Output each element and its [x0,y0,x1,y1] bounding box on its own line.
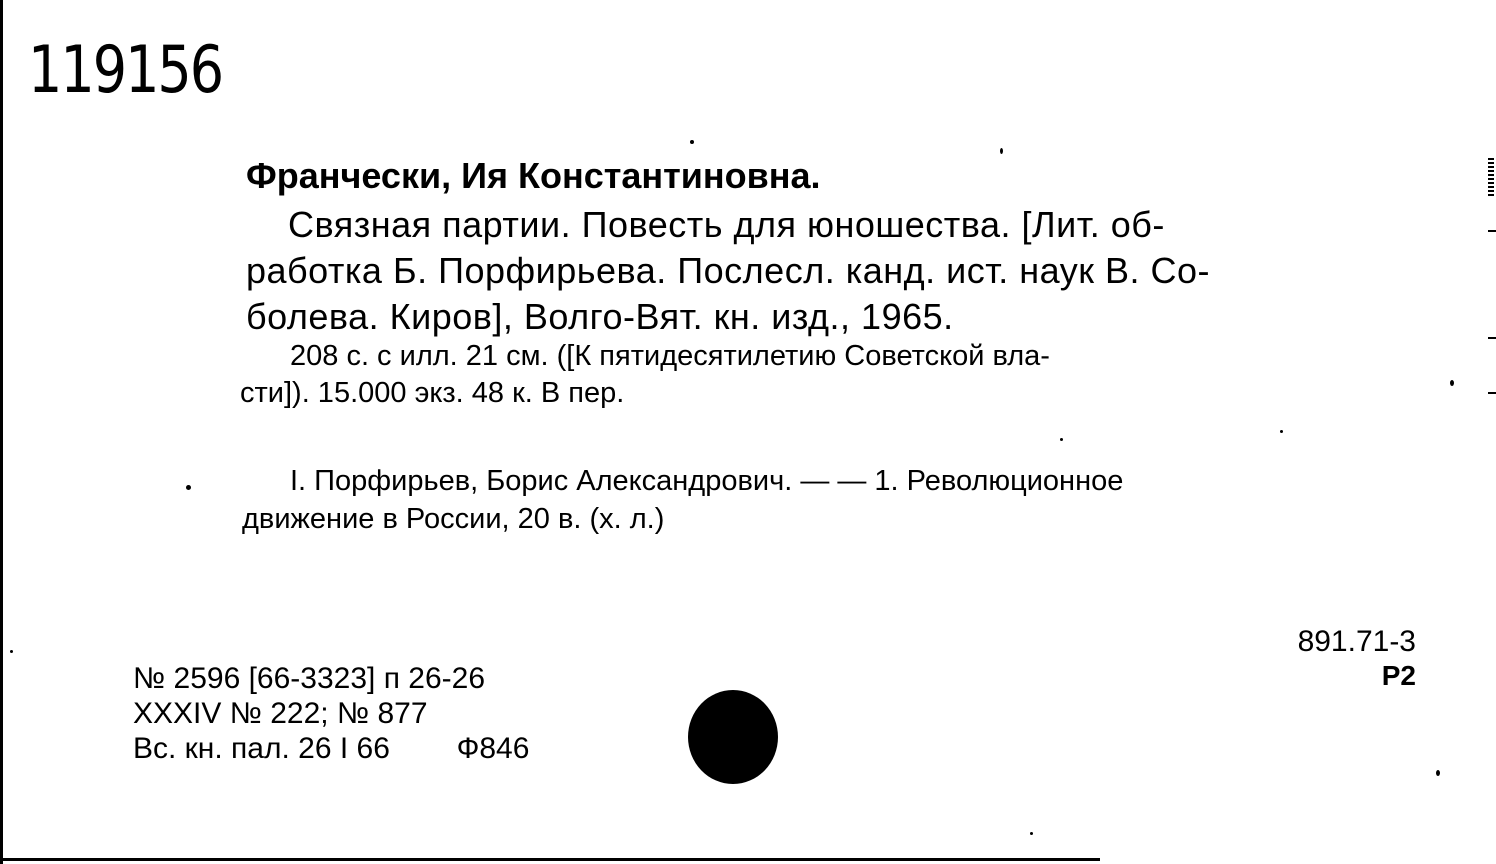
punch-hole-dot [688,690,778,784]
classification-code: 891.71-3 [1297,625,1416,658]
scan-speck [1450,380,1454,386]
card-left-border [0,0,3,864]
card-edge-mark [1488,158,1494,198]
subject-line-2: движение в России, 20 в. (х. л.) [242,503,665,535]
author-heading: Франчески, Ия Константиновна. [246,155,821,196]
handwritten-inventory-number: 119156 [28,32,223,108]
scan-speck [10,650,13,653]
title-line-2: работка Б. Порфирьева. Послесл. канд. ист. наук В. Со- [246,250,1211,291]
footer-line-1: № 2596 [66-3323] п 26-26 [133,662,486,695]
title-line-1: Связная партии. Повесть для юношества. [Лит. об- [288,204,1165,245]
description-line-2: сти]). 15.000 экз. 48 к. В пер. [240,377,625,409]
edge-dash [1488,392,1496,394]
title-line-3: болева. Киров], Волго-Вят. кн. изд., 1965. [246,296,954,337]
subject-line-1: I. Порфирьев, Борис Александрович. — — 1. Революционное [290,465,1124,497]
classification-mark: Р2 [1381,660,1416,691]
card-bottom-border [0,858,1100,861]
footer-line-2: XXXIV № 222; № 877 [133,697,428,730]
edge-dash [1488,230,1496,232]
edge-dash [1488,337,1496,339]
footer-line-3: Вс. кн. пал. 26 I 66 Ф846 [133,732,530,765]
scan-speck [690,140,694,144]
scan-speck [186,485,191,490]
scan-speck [1030,832,1033,835]
scan-speck [1280,430,1283,433]
description-line-1: 208 с. с илл. 21 см. ([К пятидесятилетию Советской вла- [290,340,1050,372]
scan-speck [1060,438,1063,441]
scan-speck [1436,770,1440,776]
scan-speck [1000,148,1003,154]
